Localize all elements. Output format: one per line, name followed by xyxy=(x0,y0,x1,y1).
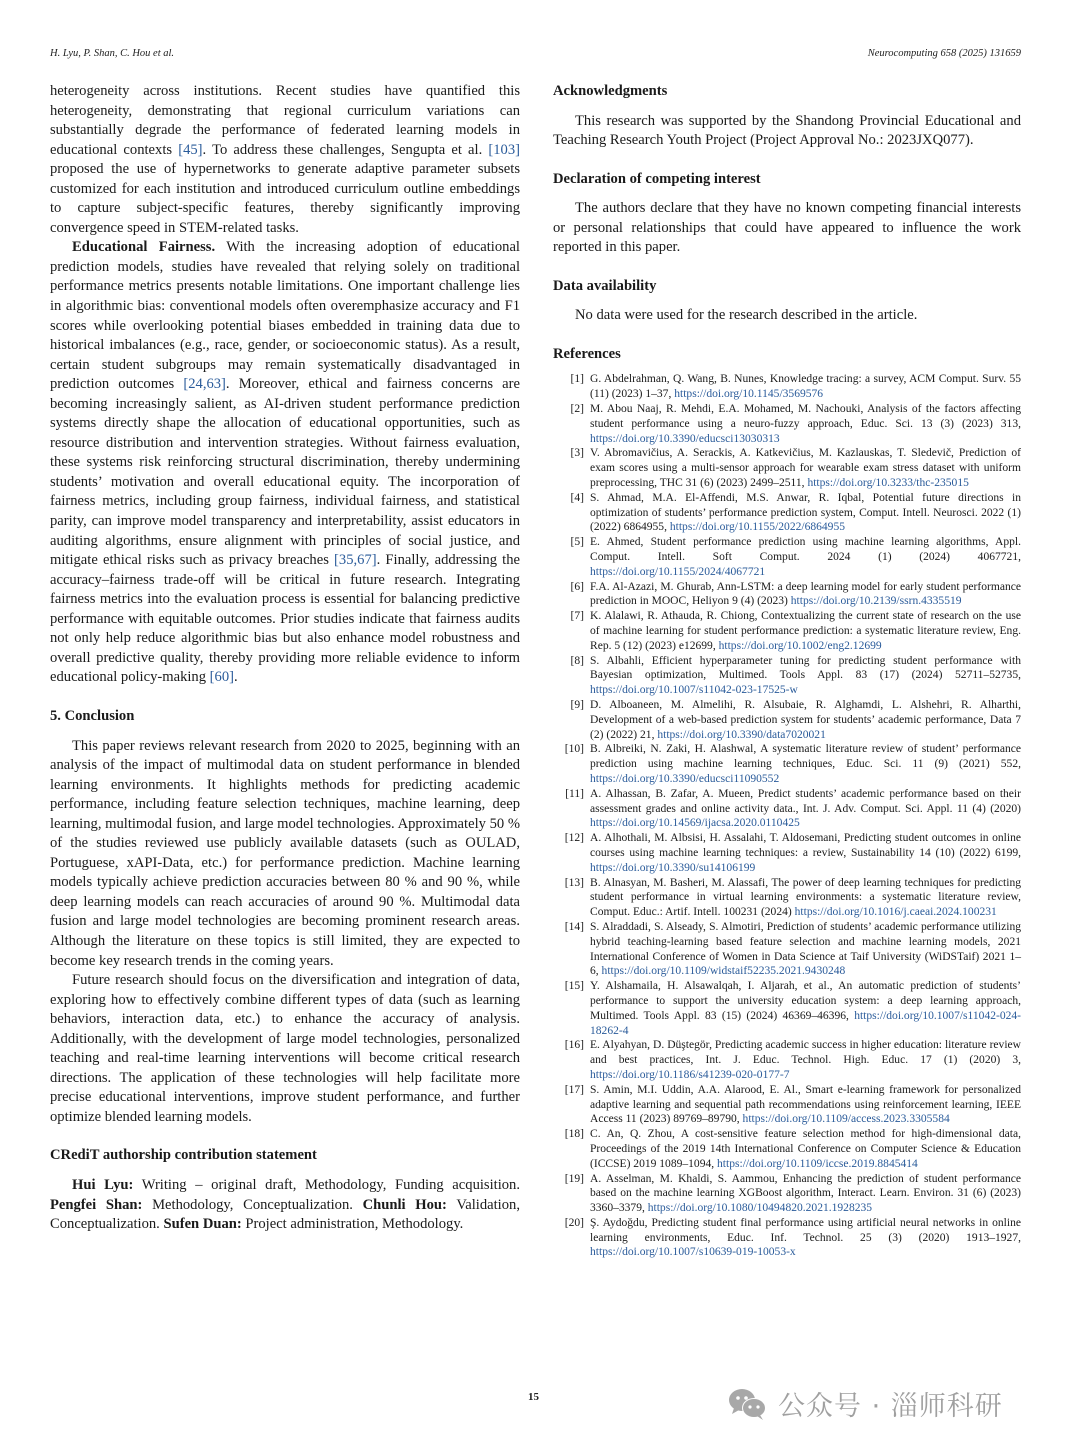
citation-link[interactable]: [45] xyxy=(178,141,203,158)
reference-number: [4] xyxy=(570,491,584,504)
reference-number: [10] xyxy=(564,743,584,756)
reference-text: V. Abromavičius, A. Serackis, A. Katkevičius, M. Kazlauskas, T. Sledevič, Prediction of exam scores using a multi-sensor approach for wearable exam stress dataset with uniform preprocessing, THC 31 (6) (2023) 2499–2511, xyxy=(590,447,1021,490)
reference-item xyxy=(553,1127,1021,1171)
reference-number: [13] xyxy=(564,876,584,889)
reference-item xyxy=(553,654,1021,698)
reference-number: [1] xyxy=(570,373,584,386)
left-column xyxy=(50,82,520,1235)
reference-item xyxy=(553,1083,1021,1127)
reference-item xyxy=(553,446,1021,490)
reference-number: [11] xyxy=(565,787,584,800)
reference-item xyxy=(553,920,1021,979)
section-heading-data-availability: Data availability xyxy=(553,277,657,294)
reference-text: E. Ahmed, Student performance prediction using machine learning algorithms, Appl. Comput. Intell. Soft Comput. 2024 (1) (2024) 4067721, xyxy=(590,536,1021,564)
reference-text: B. Albreiki, N. Zaki, H. Alashwal, A systematic literature review of student’ performance prediction using machine learning techniques, Educ. Sci. 11 (9) (2021) 552, xyxy=(590,743,1021,771)
reference-number: [14] xyxy=(564,920,584,933)
section-heading-references: References xyxy=(553,345,621,362)
reference-item xyxy=(553,535,1021,579)
reference-text: A. Alhothali, M. Albsisi, H. Assalahi, T. Aldosemani, Predicting student outcomes in online courses using machine learning techniques: a review, Sustainability 14 (10) (2022) 6199, xyxy=(590,832,1021,859)
doi-link[interactable]: https://doi.org/10.1007/s10639-019-10053-x xyxy=(590,1246,796,1259)
doi-link[interactable]: https://doi.org/10.1109/access.2023.3305584 xyxy=(742,1113,950,1126)
doi-link[interactable]: https://doi.org/10.3390/educsci11090552 xyxy=(590,772,780,785)
reference-item xyxy=(553,1172,1021,1216)
running-head-authors: H. Lyu, P. Shan, C. Hou et al. xyxy=(50,48,175,59)
reference-item xyxy=(553,1038,1021,1082)
doi-link[interactable]: https://doi.org/10.3390/data7020021 xyxy=(657,728,826,741)
doi-link[interactable]: https://doi.org/10.1155/2024/4067721 xyxy=(590,565,766,578)
reference-number: [15] xyxy=(564,980,584,993)
author-name: Hui Lyu: xyxy=(72,1176,134,1193)
reference-item xyxy=(553,491,1021,535)
run-in-heading: Educational Fairness. xyxy=(72,239,216,256)
reference-text: A. Asselman, M. Khaldi, S. Aammou, Enhancing the prediction of student performance based on the machine learning XGBoost algorithm, Interact. Learn. Environ. 31 (6) (2023) 3360–3379, xyxy=(590,1172,1021,1215)
reference-number: [2] xyxy=(570,403,584,416)
doi-link[interactable]: https://doi.org/10.1007/s11042-023-17525-w xyxy=(590,684,798,697)
doi-link[interactable]: https://doi.org/10.1155/2022/6864955 xyxy=(669,521,845,534)
reference-list xyxy=(553,372,1021,1260)
section-heading-acknowledgments: Acknowledgments xyxy=(553,83,668,99)
reference-item xyxy=(553,1216,1021,1260)
paragraph-educational-fairness: Educational Fairness. With the increasing adoption of educational prediction models, studies have revealed that relying solely on traditional performance metrics presents notable limitations. One important challenge lies in algorithmic bias: conventional models often overemphasize accuracy and F1 scores while overlooking potential biases embedded in training data due to historical imbalances (e.g., race, gender, or socioeconomic status). As a result, certain student subgroups may remain systematically disadvantaged in prediction outcomes [24,63]. Moreover, ethical and fairness concerns are becoming increasingly salient, as AI-driven student performance prediction systems directly shape the allocation of educational opportunities, such as resource distribution and intervention strategies. Without fairness evaluation, these systems risk reinforcing structural discrimination, thereby undermining students’ motivation and overall educational equity. The incorporation of fairness metrics, including group fairness, individual fairness, and statistical parity, can improve model transparency and interpretability, assist educators in auditing algorithms, ensure alignment with principles of social justice, and mitigate ethical risks such as privacy breaches [35,67]. Finally, addressing the accuracy–fairness trade-off will be critical in future research. Integrating fairness metrics into the evaluation process is essential for balancing predictive performance with equitable outcomes. Prior studies indicate that fairness audits not only help reduce algorithmic bias but also enhance model robustness and overall predictive quality, thereby providing more reliable evidence to inform educational policy-making [60]. xyxy=(50,239,520,686)
citation-link[interactable]: [24,63] xyxy=(183,376,226,393)
reference-number: [12] xyxy=(564,832,584,845)
reference-item xyxy=(553,979,1021,1038)
right-column xyxy=(553,82,1021,1260)
doi-link[interactable]: https://doi.org/10.1080/10494820.2021.1928235 xyxy=(647,1202,873,1215)
reference-number: [20] xyxy=(564,1216,584,1229)
author-name: Chunli Hou: xyxy=(362,1196,447,1213)
reference-item xyxy=(553,580,1021,610)
paragraph-acknowledgments: This research was supported by the Shandong Provincial Educational and Teaching Research Youth Project (Project Approval No.: 2023JXQ077). xyxy=(553,112,1021,149)
citation-link[interactable]: [60] xyxy=(209,669,234,686)
reference-text: E. Alyahyan, D. Düştegör, Predicting academic success in higher education: literature review and best practices, Int. J. Educ. Technol. High. Educ. 17 (1) (2020) 3, xyxy=(590,1039,1021,1067)
reference-text: G. Abdelrahman, Q. Wang, B. Nunes, Knowledge tracing: a survey, ACM Comput. Surv. 55 (11) (2023) 1–37, xyxy=(590,373,1021,401)
paragraph-conclusion-1: This paper reviews relevant research from 2020 to 2025, beginning with an analysis of the impact of multimodal data on student performance in blended learning environments. It highlights methods for predicting academic performance, including feature selection techniques, machine learning, deep learning, multimodal fusion, and large model technologies. Approximately 50 % of the studies reviewed use publicly available datasets (such as OULAD, Portuguese, xAPI-Data, etc.) for performance prediction. Machine learning models typically achieve prediction accuracies between 80 % and 90 %, while deep learning models can reach accuracies of around 90 %. Multimodal data fusion and large model technologies are becoming prominent research areas. Although the literature on these topics is still limited, they are expected to become key research trends in the coming years. xyxy=(50,737,520,969)
doi-link[interactable]: https://doi.org/10.1002/eng2.12699 xyxy=(718,639,882,652)
reference-text: C. An, Q. Zhou, A cost-sensitive feature selection method for high-dimensional data, Proceedings of the 2019 14th International Conference on Computer Science & Education (ICCSE) 2019 1089–1094, xyxy=(590,1128,1021,1170)
section-heading-conclusion: 5. Conclusion xyxy=(50,707,135,724)
reference-text: S. Alraddadi, S. Alseady, S. Almotiri, Prediction of students’ academic performance utilizing hybrid teaching-learning based feature selection and machine learning models, 2021 International Conference of Women in Data Science at Taif University (WiDSTaif) 2021 1–6, xyxy=(590,920,1021,978)
reference-text: S. Albahli, Efficient hyperparameter tuning for predicting student performance with Bayesian optimization, Multimed. Tools Appl. 83 (17) (2024) 52711–52735, xyxy=(590,654,1021,682)
reference-text: D. Alboaneen, M. Almelihi, R. Alsubaie, R. Alghamdi, L. Alshehri, R. Alharthi, Development of a web-based prediction system for students’ academic performance, Data 7 (2) (2022) 21, xyxy=(590,699,1021,741)
doi-link[interactable]: https://doi.org/10.1186/s41239-020-0177-7 xyxy=(590,1068,790,1081)
reference-item xyxy=(553,402,1021,446)
doi-link[interactable]: https://doi.org/10.1109/widstaif52235.2021.9430248 xyxy=(601,965,846,978)
doi-link[interactable]: https://doi.org/10.3390/su14106199 xyxy=(590,861,756,874)
reference-item xyxy=(553,876,1021,920)
watermark-text: 公众号 · 淄师科研 xyxy=(778,1391,1003,1422)
reference-item xyxy=(553,787,1021,831)
citation-link[interactable]: [103] xyxy=(488,141,521,158)
doi-link[interactable]: https://doi.org/10.2139/ssrn.4335519 xyxy=(790,595,962,608)
doi-link[interactable]: https://doi.org/10.1007/s11042-024-18262-4 xyxy=(590,1009,1021,1037)
reference-item xyxy=(553,372,1021,402)
author-name: Sufen Duan: xyxy=(163,1216,242,1233)
reference-text: A. Alhassan, B. Zafar, A. Mueen, Predict students’ academic performance based on their assessment grades and online activity data., Int. J. Adv. Comput. Sci. Appl. 11 (4) (2020) xyxy=(590,787,1021,815)
reference-text: S. Ahmad, M.A. El-Affendi, M.S. Anwar, R. Iqbal, Potential future directions in optimization of students’ performance prediction system, Comput. Intell. Neurosci. 2022 (1) (2022) 6864955, xyxy=(590,491,1021,534)
paragraph-heterogeneity: heterogeneity across institutions. Recent studies have quantified this heterogeneity, demonstrating that regional curriculum variations can substantially degrade the performance of federated learning models in educational contexts [45]. To address these challenges, Sengupta et al. [103] proposed the use of hypernetworks to generate adaptive parameter subsets customized for each institution and introduced curriculum outline embeddings to capture subject-specific features, thereby significantly improving convergence speed in STEM-related tasks. xyxy=(50,83,521,236)
reference-text: M. Abou Naaj, R. Mehdi, E.A. Mohamed, M. Nachouki, Analysis of the factors affecting student performance using a neuro-fuzzy approach, Educ. Sci. 13 (3) (2023) 313, xyxy=(590,403,1021,430)
reference-item xyxy=(553,831,1021,875)
reference-number: [16] xyxy=(564,1039,584,1052)
doi-link[interactable]: https://doi.org/10.1109/iccse.2019.8845414 xyxy=(717,1157,918,1170)
citation-link[interactable]: [35,67] xyxy=(334,552,377,569)
doi-link[interactable]: https://doi.org/10.14569/ijacsa.2020.0110425 xyxy=(590,817,800,830)
doi-link[interactable]: https://doi.org/10.3233/thc-235015 xyxy=(807,477,969,490)
reference-text: Ş. Aydoğdu, Predicting student final performance using artificial neural networks in online learning environments, Educ. Inf. Technol. 25 (3) (2020) 1913–1927, xyxy=(590,1216,1021,1244)
running-head-journal: Neurocomputing 658 (2025) 131659 xyxy=(867,48,1021,59)
paragraph-competing-interest: The authors declare that they have no known competing financial interests or personal relationships that could have appeared to influence the work reported in this paper. xyxy=(553,200,1021,256)
doi-link[interactable]: https://doi.org/10.1016/j.caeai.2024.100231 xyxy=(794,906,997,919)
paragraph-conclusion-2: Future research should focus on the diversification and integration of data, exploring how to effectively combine different types of data (such as learning behaviors, interaction data, etc.) to enhance the accuracy of analysis. Additionally, with the development of large model technologies, personalized teaching and real-time learning interventions will become critical research directions. The application of these technologies will help facilitate more precise educational interventions, improve student performance, and further optimize blended learning models. xyxy=(50,972,520,1125)
reference-number: [3] xyxy=(570,447,584,460)
reference-item xyxy=(553,742,1021,786)
reference-item xyxy=(553,698,1021,742)
reference-text: S. Amin, M.I. Uddin, A.A. Alarood, E. Al., Smart e-learning framework for personalized adaptive learning and sequential path recommendations using reinforcement learning, IEEE Access 11 (2023) 89769–89790, xyxy=(590,1083,1021,1126)
author-name: Pengfei Shan: xyxy=(50,1196,143,1213)
reference-number: [17] xyxy=(564,1083,584,1096)
section-heading-competing-interest: Declaration of competing interest xyxy=(553,170,761,187)
reference-text: B. Alnasyan, M. Basheri, M. Alassafi, The power of deep learning techniques for predicting student performance in virtual learning environments: a systematic literature review, Comput. Educ.: Artif. Intell. 100231 (2024) xyxy=(590,876,1021,919)
reference-number: [8] xyxy=(570,654,584,667)
reference-text: F.A. Al-Azazi, M. Ghurab, Ann-LSTM: a deep learning model for early student performance prediction in MOOC, Heliyon 9 (4) (2023) xyxy=(590,580,1021,608)
reference-number: [18] xyxy=(564,1128,584,1141)
page-number: 15 xyxy=(528,1391,539,1403)
reference-text: K. Alalawi, R. Athauda, R. Chiong, Contextualizing the current state of research on the use of machine learning for student performance prediction: a systematic literature review, Eng. Rep. 5 (12) (2023) e12699, xyxy=(590,610,1021,652)
paragraph-data-availability: No data were used for the research described in the article. xyxy=(575,307,918,324)
doi-link[interactable]: https://doi.org/10.3390/educsci13030313 xyxy=(590,432,780,445)
reference-text: Y. Alshamaila, H. Alsawalqah, I. Aljarah, et al., An automatic prediction of students’ performance to support the university education system: a deep learning approach, Multimed. Tools Appl. 83 (15) (2024) 46369–46396, xyxy=(590,980,1021,1022)
reference-number: [6] xyxy=(570,580,584,593)
reference-number: [7] xyxy=(570,610,584,623)
reference-number: [9] xyxy=(570,699,584,711)
doi-link[interactable]: https://doi.org/10.1145/3569576 xyxy=(674,388,824,401)
reference-number: [19] xyxy=(564,1172,584,1185)
watermark xyxy=(728,1384,1003,1423)
reference-item xyxy=(553,609,1021,653)
reference-number: [5] xyxy=(570,536,584,549)
section-heading-credit: CRediT authorship contribution statement xyxy=(50,1147,317,1164)
wechat-icon xyxy=(728,1387,768,1421)
paragraph-credit: Hui Lyu: Writing – original draft, Methodology, Funding acquisition. Pengfei Shan: Methodology, Conceptualization. Chunli Hou: Validation, Conceptualization. Sufen Duan: Project administration, Methodology. xyxy=(50,1176,521,1233)
